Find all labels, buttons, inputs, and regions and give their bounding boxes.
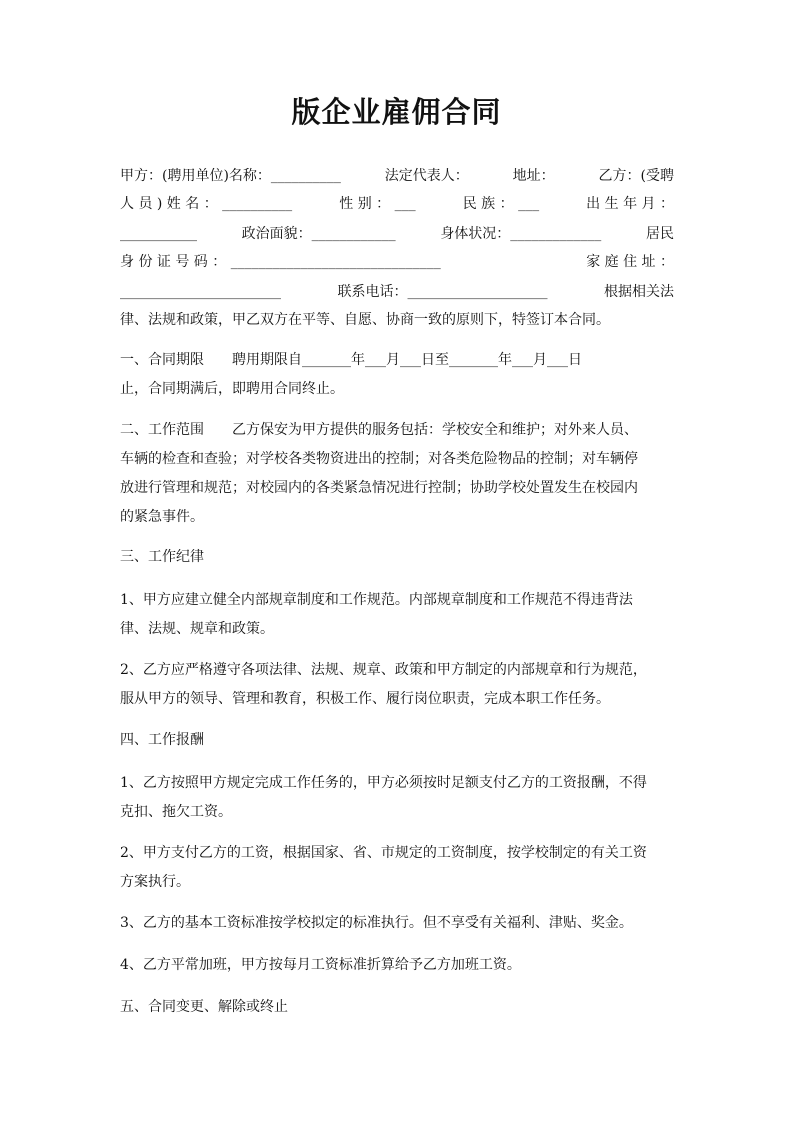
section-2-line-2: 车辆的检查和查验；对学校各类物资进出的控制；对各类危险物品的控制；对车辆停 (120, 451, 638, 467)
phone-field: 联系电话：____________________ (337, 284, 548, 300)
section-4-item-1-line-2: 克扣、拖欠工资。 (120, 804, 232, 820)
resident-label: 居民 (645, 226, 674, 242)
section-4-item-1-line-1: 1、乙方按照甲方规定完成工作任务的，甲方必须按时足额支付乙方的工资报酬，不得 (120, 775, 647, 791)
section-3-item-2-line-2: 服从甲方的领导、管理和教育，积极工作、履行岗位职责，完成本职工作任务。 (120, 691, 610, 707)
birth-date-blank: ___________ (120, 226, 197, 242)
intro-text: 律、法规和政策，甲乙双方在平等、自愿、协商一致的原则下，特签订本合同。 (120, 312, 610, 328)
party-b-label: 乙方：(受聘 (598, 168, 674, 184)
section-4-item-2-line-2: 方案执行。 (120, 874, 190, 890)
party-info-row-5 (120, 280, 674, 304)
birth-date-label: 出 生 年 月 ： (586, 196, 674, 212)
intro-start: 根据相关法 (604, 284, 674, 300)
id-number-field: 身 份 证 号 码 ： ______________________________ (120, 254, 441, 270)
party-b-name-field: 人 员 ) 姓 名 ： __________ (120, 196, 293, 212)
document-title: 版企业雇佣合同 (291, 95, 502, 129)
section-4-item-4: 4、乙方平常加班，甲方按每月工资标准折算给予乙方加班工资。 (120, 957, 521, 973)
section-3-item-1-line-1: 1、甲方应建立健全内部规章制度和工作规范。内部规章制度和工作规范不得违背法 (120, 592, 633, 608)
home-address-blank: _______________________ (120, 284, 281, 300)
section-2-line-4: 的紧急事件。 (120, 509, 204, 525)
gender-field: 性 别 ： ___ (339, 196, 416, 212)
section-4-item-3: 3、乙方的基本工资标准按学校拟定的标准执行。但不享受有关福利、津贴、奖金。 (120, 915, 633, 931)
section-4-heading: 四、工作报酬 (120, 732, 204, 748)
ethnicity-field: 民 族 ： ___ (462, 196, 540, 212)
section-3-item-2-line-1: 2、乙方应严格遵守各项法律、法规、规章、政策和甲方制定的内部规章和行为规范， (120, 662, 647, 678)
party-a-name-field: 甲方：(聘用单位)名称：__________ (120, 168, 341, 184)
legal-representative-field: 法定代表人： (384, 168, 469, 184)
section-1-line-2: 止，合同期满后，即聘用合同终止。 (120, 381, 344, 397)
address-field: 地址： (512, 168, 555, 184)
section-2-line-3: 放进行管理和规范；对校园内的各类紧急情况进行控制；协助学校处置发生在校园内 (120, 480, 638, 496)
home-address-label: 家 庭 住 址 ： (586, 254, 674, 270)
health-status-field: 身体状况：_____________ (440, 226, 602, 242)
section-3-item-1-line-2: 律、法规、规章和政策。 (120, 621, 274, 637)
party-info-row-2 (120, 192, 674, 216)
section-1-line-1: 一、合同期限 聘用期限自_______年___月___日至_______年___月___日 (120, 352, 582, 368)
party-info-row-4 (120, 250, 674, 274)
section-3-heading: 三、工作纪律 (120, 549, 204, 565)
party-info-row-3 (120, 222, 674, 246)
section-2-line-1: 二、工作范围 乙方保安为甲方提供的服务包括：学校安全和维护；对外来人员、 (120, 422, 638, 438)
section-4-item-2-line-1: 2、甲方支付乙方的工资，根据国家、省、市规定的工资制度，按学校制定的有关工资 (120, 845, 647, 861)
section-5-heading: 五、合同变更、解除或终止 (120, 999, 288, 1015)
political-status-field: 政治面貌：____________ (241, 226, 396, 242)
party-info-row-1 (120, 164, 674, 188)
